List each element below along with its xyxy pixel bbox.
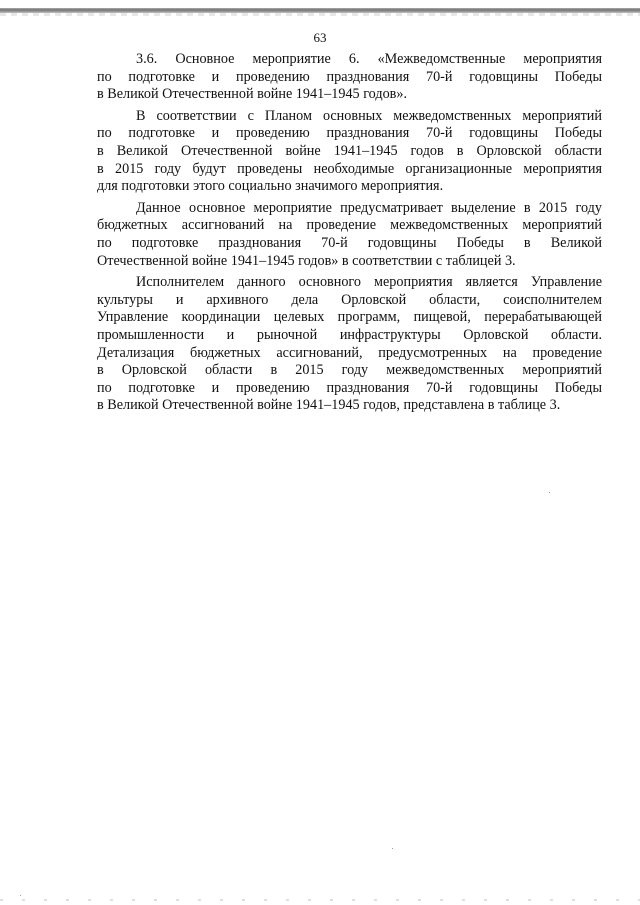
text-line: в 2015 году будут проведены необходимые организационные мероприятия: [97, 160, 602, 177]
text-line: по подготовке празднования 70-й годовщины Победы в Великой: [97, 234, 602, 251]
text-line: в Орловской области в 2015 году межведомственных мероприятий: [97, 362, 602, 379]
text-line: Детализация бюджетных ассигнований, предусмотренных на проведение: [97, 344, 602, 361]
text-line: промышленности и рыночной инфраструктуры Орловской области.: [97, 326, 602, 343]
scan-speck: [549, 492, 550, 493]
scan-edge-bottom: [0, 899, 640, 901]
text-line: в Великой Отечественной войне 1941–1945 годов, представлена в таблице 3.: [97, 397, 561, 414]
text-line: культуры и архивного дела Орловской области, соисполнителем: [97, 291, 602, 308]
text-line: по подготовке и проведению празднования 70-й годовщины Победы: [97, 125, 602, 142]
text-line: по подготовке и проведению празднования 70-й годовщины Победы: [97, 379, 602, 396]
scan-speck: [392, 848, 393, 849]
scan-speck: [20, 895, 21, 896]
text-line: бюджетных ассигнований на проведение межведомственных мероприятий: [97, 217, 602, 234]
paragraph-plan: [97, 108, 602, 196]
text-line: В соответствии с Планом основных межведомственных мероприятий: [136, 107, 602, 124]
paragraph-executor: [97, 274, 602, 415]
text-line: для подготовки этого социально значимого мероприятия.: [97, 178, 444, 195]
text-line: Исполнителем данного основного мероприятия является Управление: [136, 274, 602, 291]
text-line: в Великой Отечественной войне 1941–1945 годов в Орловской области: [97, 142, 602, 159]
paragraph-heading: [97, 51, 602, 104]
text-line: 3.6. Основное мероприятие 6. «Межведомственные мероприятия: [136, 51, 602, 67]
scan-edge-top: [0, 8, 640, 13]
text-line: Отечественной войне 1941–1945 годов» в соответствии с таблицей 3.: [97, 252, 516, 269]
text-line: Данное основное мероприятие предусматривает выделение в 2015 году: [136, 199, 602, 216]
body-text: [97, 51, 602, 419]
text-line: по подготовке и проведению празднования 70-й годовщины Победы: [97, 68, 602, 85]
text-line: Управление координации целевых программ, пищевой, перерабатывающей: [97, 309, 602, 326]
text-line: в Великой Отечественной войне 1941–1945 годов».: [97, 86, 408, 103]
paragraph-budget: [97, 200, 602, 270]
page-number: 63: [313, 30, 327, 45]
